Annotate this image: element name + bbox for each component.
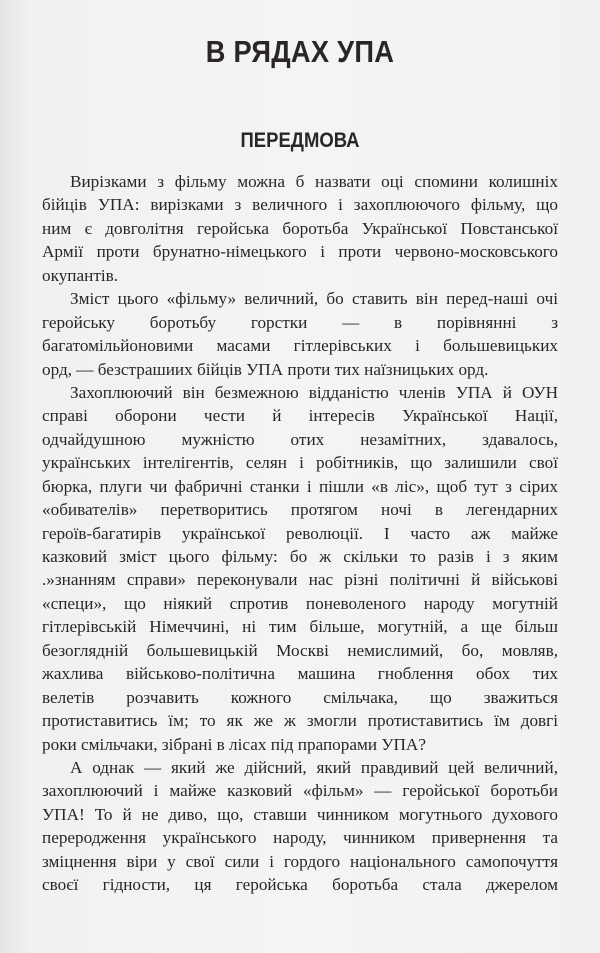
text-line: справі оборони чести й інтересів Української Нації, xyxy=(42,406,558,426)
text-line: героїв-багатирів української революції. І часто аж майже xyxy=(42,523,558,543)
text-line: одчайдушною мужністю отих незамітних, здавалось, xyxy=(42,429,558,449)
text-line: переродження українського народу, чинником привернення та xyxy=(42,828,558,848)
text-line: багатомільйоновими масами гітлерівських і большевицьких xyxy=(42,336,558,356)
paragraph xyxy=(42,756,558,897)
text-line: А однак — який же дійсний, який правдивий цей величний, xyxy=(70,757,558,777)
text-line: велетів розчавить кожного смільчака, що зважиться xyxy=(42,687,558,707)
chapter-title: В РЯДАХ УПА xyxy=(205,34,395,69)
text-line: безоглядній большевицькій Москві немислимий, бо, мовляв, xyxy=(42,640,558,660)
text-line: гітлерівській Німеччині, ні тим більше, могутній, а ще більш xyxy=(42,617,558,637)
text-line: жахлива військово-політична машина гноблення обох тих xyxy=(42,664,558,684)
text-line: Захоплюючий він безмежною відданістю членів УПА й ОУН xyxy=(70,382,558,402)
text-line: захоплюючий і майже казковий «фільм» — геройської боротьби xyxy=(42,781,558,801)
text-line: «специ», що ніякий спротив поневоленого народу могутній xyxy=(42,593,558,613)
text-line: протиставитись їм; то як же ж змогли протиставитись їм довгі xyxy=(42,711,558,731)
paragraph xyxy=(42,381,558,756)
text-line: бійців УПА: вирізками з величного і захоплюючого фільму, що xyxy=(42,195,558,215)
paragraph xyxy=(42,170,558,287)
text-line: «обивателів» перетворитись протягом ночі в легендарних xyxy=(42,500,558,520)
text-line: Вирізками з фільму можна б назвати оці спомини колишніх xyxy=(70,172,558,191)
text-line: окупантів. xyxy=(42,265,119,285)
text-line: ним є довголітня геройська боротьба Української Повстанської xyxy=(42,218,558,238)
text-line: УПА! То й не диво, що, ставши чинником могутнього духового xyxy=(42,804,558,824)
text-line: .»знанням справи» переконували нас різні політичні й військові xyxy=(42,570,558,590)
text-line: роки смільчаки, зібрані в лісах під прапорами УПА? xyxy=(42,734,426,754)
text-line: геройську боротьбу горстки — в порівнянні з xyxy=(42,312,558,332)
section-heading: ПЕРЕДМОВА xyxy=(240,129,360,152)
text-line: бюрка, плуги чи фабричні станки і пішли «в ліс», щоб тут з сірих xyxy=(42,476,558,496)
text-line: казковий зміст цього фільму: бо ж скільки то разів і з яким xyxy=(42,547,558,566)
body-text xyxy=(42,170,558,897)
text-line: своєї гідности, ця геройська боротьба стала джерелом xyxy=(42,875,558,895)
paragraph xyxy=(42,287,558,381)
text-line: Армії проти брунатно-німецького і проти червоно-московського xyxy=(42,242,558,262)
text-line: зміцнення віри у свої сили і гордого національного самопочуття xyxy=(42,851,558,871)
text-line: Зміст цього «фільму» величний, бо ставить він перед-наші очі xyxy=(70,289,558,309)
text-line: українських інтелігентів, селян і робітників, що залишили свої xyxy=(42,453,558,473)
text-line: орд, — безстрашиих бійців УПА проти тих наїзницьких орд. xyxy=(42,359,489,379)
